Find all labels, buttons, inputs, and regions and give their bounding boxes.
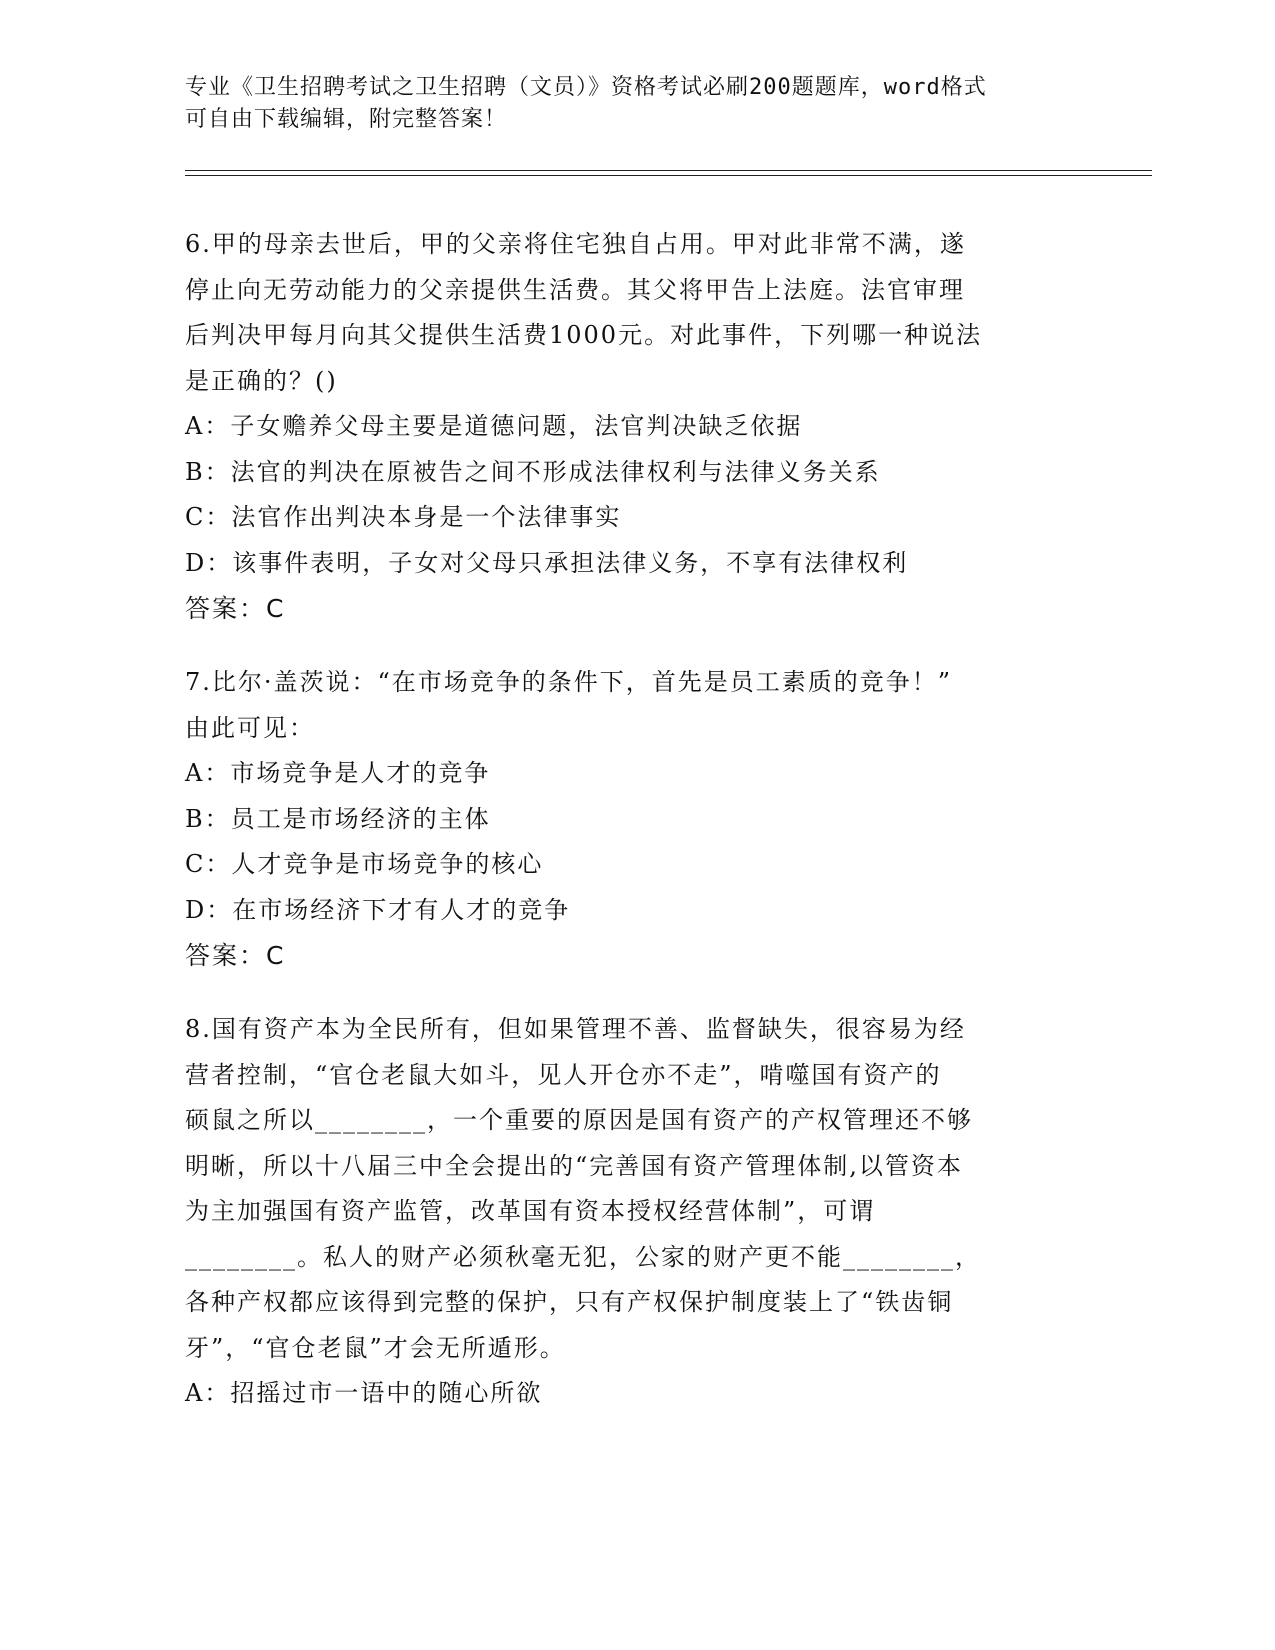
question-8	[185, 1007, 1065, 1417]
question-6-line-2: 停止向无劳动能力的父亲提供生活费。其父将甲告上法庭。法官审理	[185, 275, 965, 304]
question-8-line-7: 各种产权都应该得到完整的保护，只有产权保护制度装上了“铁齿铜	[185, 1288, 954, 1316]
question-6	[185, 222, 1065, 632]
document-header	[185, 72, 1065, 136]
header-line-1: 专业《卫生招聘考试之卫生招聘（文员）》资格考试必刷200题题库，word格式	[185, 75, 987, 100]
question-6-line-4: 是正确的？()	[185, 366, 338, 395]
question-8-line-3: 硕鼠之所以________，一个重要的原因是国有资产的产权管理还不够	[185, 1106, 973, 1134]
question-7-answer: 答案：C	[185, 941, 286, 970]
question-8-line-5: 为主加强国有资产监管，改革国有资本授权经营体制”，可谓	[185, 1197, 876, 1225]
question-8-line-4: 明晰，所以十八届三中全会提出的“完善国有资产管理体制,以管资本	[185, 1151, 963, 1180]
question-6-option-d: D：该事件表明，子女对父母只承担法律义务，不享有法律权利	[185, 548, 909, 577]
question-6-line-1: 6.甲的母亲去世后，甲的父亲将住宅独自占用。甲对此非常不满，遂	[185, 230, 966, 258]
question-7-line-1: 7.比尔·盖茨说：“在市场竞争的条件下，首先是员工素质的竞争！”	[185, 668, 953, 696]
question-6-option-c: C：法官作出判决本身是一个法律事实	[185, 503, 622, 531]
question-8-line-1: 8.国有资产本为全民所有，但如果管理不善、监督缺失，很容易为经	[185, 1015, 966, 1043]
question-7-option-c: C：人才竞争是市场竞争的核心	[185, 850, 544, 878]
question-8-line-6: ________。私人的财产必须秋毫无犯，公家的财产更不能________，	[185, 1242, 981, 1271]
question-6-option-a: A：子女赡养父母主要是道德问题，法官判决缺乏依据	[185, 412, 803, 440]
question-6-option-b: B：法官的判决在原被告之间不形成法律权利与法律义务关系	[185, 457, 881, 486]
question-7	[185, 660, 1065, 979]
question-8-line-2: 营者控制，“官仓老鼠大如斗，见人开仓亦不走”，啃噬国有资产的	[185, 1060, 942, 1089]
question-7-option-b: B：员工是市场经济的主体	[185, 804, 491, 833]
question-6-line-3: 后判决甲每月向其父提供生活费1000元。对此事件，下列哪一种说法	[185, 321, 983, 349]
header-rule-bottom	[185, 175, 1152, 176]
question-8-option-a: A：招摇过市一语中的随心所欲	[185, 1379, 543, 1407]
question-8-line-8: 牙”，“官仓老鼠”才会无所遁形。	[185, 1333, 566, 1362]
question-7-option-d: D：在市场经济下才有人才的竞争	[185, 895, 571, 924]
question-7-option-a: A：市场竞争是人才的竞争	[185, 759, 491, 787]
question-6-answer: 答案：C	[185, 594, 286, 623]
question-7-line-2: 由此可见：	[185, 713, 315, 742]
header-line-2: 可自由下载编辑，附完整答案！	[185, 107, 508, 132]
header-rule-top	[185, 170, 1152, 171]
